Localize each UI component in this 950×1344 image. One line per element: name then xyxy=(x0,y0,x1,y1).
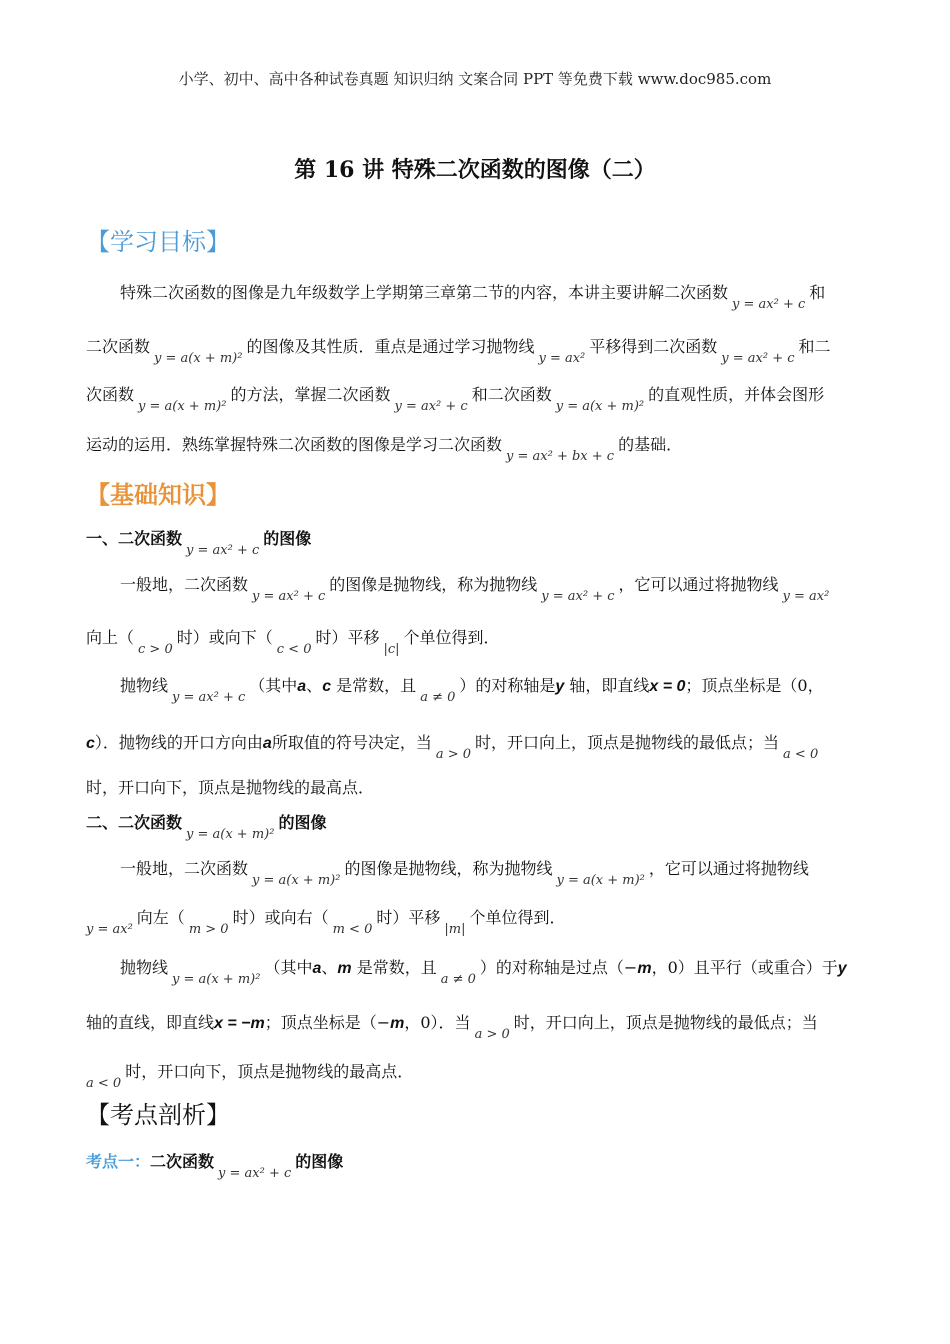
math-expr: y = ax² + c xyxy=(252,589,326,604)
math-expr: y = ax² + c xyxy=(218,1166,292,1181)
math-expr: a ≠ 0 xyxy=(440,972,476,987)
math-expr: y = a(x + m)² xyxy=(555,399,645,414)
part2-line-3: 抛物线y = a(x + m)²（其中a、m 是常数，且a ≠ 0）的对称轴是过点（−m，0）且平行（或重合）于y xyxy=(86,958,900,980)
math-expr: y = ax² xyxy=(86,922,133,937)
goals-line-1: 特殊二次函数的图像是九年级数学上学期第三章第二节的内容，本讲主要讲解二次函数y = ax² + c和 xyxy=(86,283,900,305)
math-expr: |c| xyxy=(383,642,400,657)
part1-line-3: 抛物线y = ax² + c（其中a、c 是常数，且a ≠ 0）的对称轴是y 轴，即直线x = 0；顶点坐标是（0， xyxy=(86,676,900,698)
part2-line-2: y = ax²向左（m > 0时）或向右（m < 0时）平移|m|个单位得到． xyxy=(86,908,866,930)
goals-line-3: 次函数y = a(x + m)²的方法，掌握二次函数y = ax² + c和二次函数y = a(x + m)²的直观性质，并体会图形 xyxy=(86,385,866,407)
math-expr: m > 0 xyxy=(188,922,229,937)
goals-line-2: 二次函数y = a(x + m)²的图像及其性质．重点是通过学习抛物线y = ax²平移得到二次函数y = ax² + c和二 xyxy=(86,337,866,359)
math-expr: c > 0 xyxy=(138,642,173,657)
math-expr: y = ax² xyxy=(782,589,830,604)
math-expr: y = a(x + m)² xyxy=(154,351,243,366)
math-expr: m < 0 xyxy=(332,922,373,937)
math-expr: y = ax² + c xyxy=(721,351,795,366)
math-expr: y = a(x + m)² xyxy=(172,972,261,987)
page-header: 小学、初中、高中各种试卷真题 知识归纳 文案合同 PPT 等免费下载 www.doc985.com xyxy=(178,70,772,88)
math-expr: y = ax² + c xyxy=(172,690,246,705)
kaodian-heading: 考点一：二次函数y = ax² + c的图像 xyxy=(86,1152,344,1181)
part1-line-4: c）．抛物线的开口方向由a所取值的符号决定，当a > 0时，开口向上，顶点是抛物线的最低点；当a < 0 xyxy=(86,733,866,755)
part1-heading: 一、二次函数y = ax² + c的图像 xyxy=(86,529,312,558)
part1-line-2: 向上（c > 0时）或向下（c < 0时）平移|c|个单位得到． xyxy=(86,628,866,650)
math-expr: a ≠ 0 xyxy=(420,690,456,705)
part2-heading: 二、二次函数y = a(x + m)²的图像 xyxy=(86,813,327,842)
math-expr: a < 0 xyxy=(86,1076,122,1091)
section-goals: 【学习目标】 xyxy=(86,228,230,256)
math-expr: y = ax² + bx + c xyxy=(506,449,615,464)
math-expr: y = ax² + c xyxy=(541,589,615,604)
math-expr: y = ax² + c xyxy=(186,543,260,558)
math-expr: y = a(x + m)² xyxy=(186,827,275,842)
math-expr: a < 0 xyxy=(783,747,819,762)
part1-line-1: 一般地，二次函数y = ax² + c的图像是抛物线，称为抛物线y = ax² + c，它可以通过将抛物线y = ax² xyxy=(86,575,900,597)
math-expr: a > 0 xyxy=(474,1027,510,1042)
math-expr: c < 0 xyxy=(276,642,312,657)
part1-line-5: 时，开口向下，顶点是抛物线的最高点． xyxy=(86,778,375,797)
math-expr: y = a(x + m)² xyxy=(252,873,341,888)
math-expr: y = a(x + m)² xyxy=(138,399,227,414)
section-analysis: 【考点剖析】 xyxy=(86,1101,230,1129)
math-expr: y = a(x + m)² xyxy=(556,873,645,888)
page-title: 第 16 讲 特殊二次函数的图像（二） xyxy=(294,157,656,183)
part2-line-5: a < 0时，开口向下，顶点是抛物线的最高点． xyxy=(86,1062,866,1084)
part2-line-4: 轴的直线，即直线x = −m；顶点坐标是（−m，0）．当a > 0时，开口向上，顶点是抛物线的最低点；当 xyxy=(86,1013,866,1035)
section-basics: 【基础知识】 xyxy=(86,480,230,509)
math-expr: y = ax² xyxy=(538,351,586,366)
math-expr: y = ax² + c xyxy=(394,399,468,414)
math-expr: |m| xyxy=(444,922,466,937)
part2-line-1: 一般地，二次函数y = a(x + m)²的图像是抛物线，称为抛物线y = a(x + m)²，它可以通过将抛物线 xyxy=(86,859,900,881)
math-expr: a > 0 xyxy=(435,747,472,762)
goals-line-4: 运动的运用．熟练掌握特殊二次函数的图像是学习二次函数y = ax² + bx + c的基础． xyxy=(86,435,866,457)
math-expr: y = ax² + c xyxy=(732,297,806,312)
